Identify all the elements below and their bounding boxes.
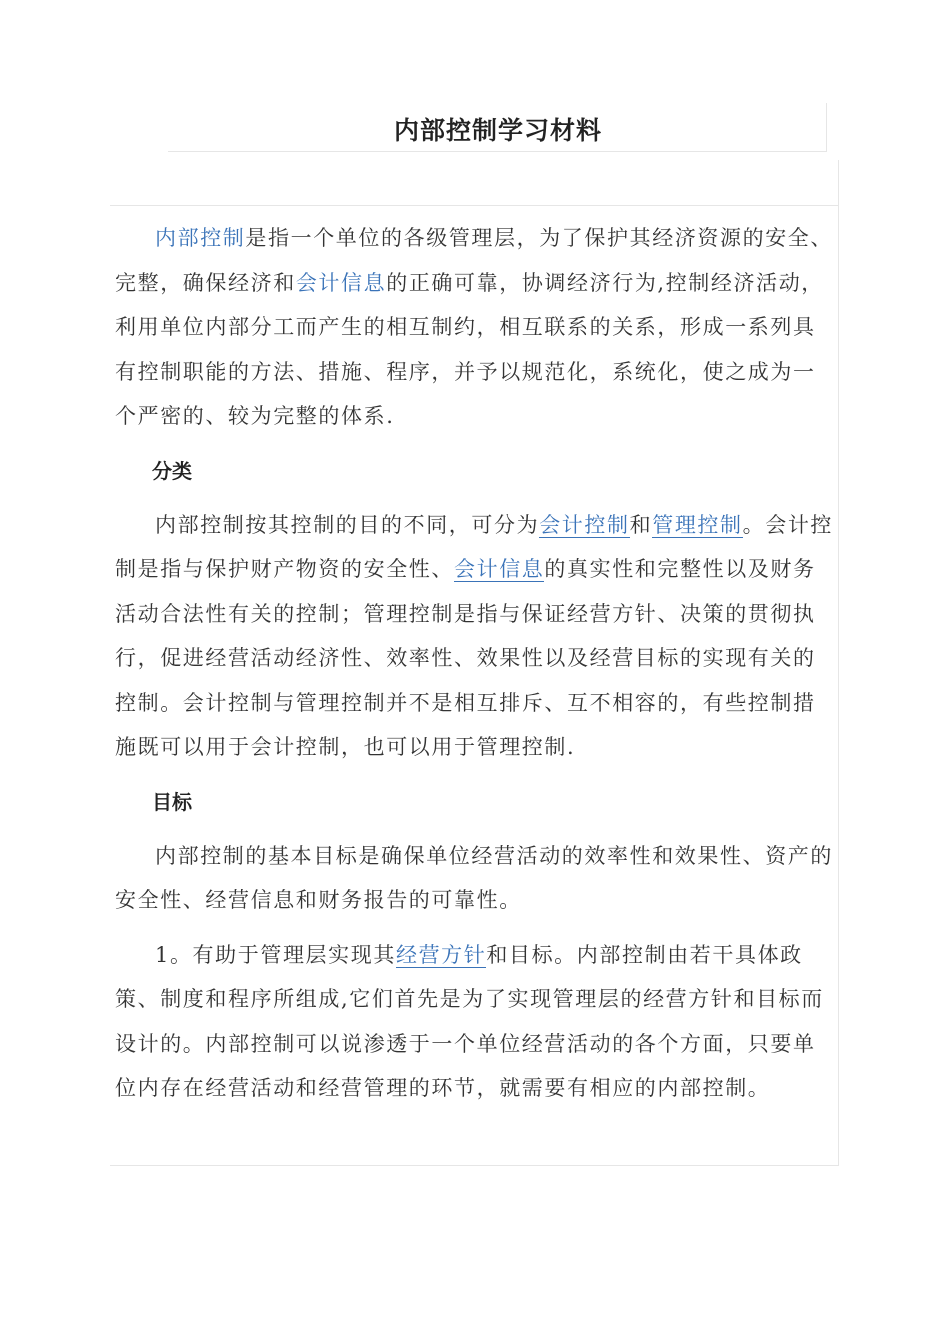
intro-text-2: 的正确可靠，协调经济行为,控制经济活动，利用单位内部分工而产生的相互制约，相互联系的关系，形成一系列具有控制职能的方法、措施、程序，并予以规范化，系统化，使之成为一个严密的、较为完整的体系. [115, 270, 824, 428]
intro-text-1: 是指一个单位的各级管理层，为了保护其经济资源的安全、完整，确保经济和 [115, 226, 834, 295]
accounting-info-link-2[interactable]: 会计信息 [454, 557, 545, 581]
classification-text-2: 和 [629, 512, 653, 537]
classification-text-3: 。会计控制是指与保护财产物资的安全性、 [115, 512, 834, 581]
accounting-info-link[interactable]: 会计信息 [295, 270, 387, 295]
goals-item-1-text-1: 1。有助于管理层实现其 [155, 942, 396, 967]
goals-item-1 [115, 933, 837, 1111]
title-box [168, 103, 827, 152]
management-control-link[interactable]: 管理控制 [652, 512, 743, 537]
content-top-divider [110, 205, 839, 206]
classification-text-1: 内部控制按其控制的目的不同，可分为 [155, 512, 540, 537]
page-title: 内部控制学习材料 [393, 116, 602, 145]
accounting-control-link[interactable]: 会计控制 [539, 512, 630, 537]
intro-paragraph [115, 216, 837, 439]
article-body [115, 216, 837, 1121]
goals-item-1-text-2: 和目标。内部控制由若干具体政策、制度和程序所组成,它们首先是为了实现管理层的经营方针和目标而设计的。内部控制可以说渗透于一个单位经营活动的各个方面，只要单位内存在经营活动和经营管理的环节，就需要有相应的内部控制。 [115, 942, 824, 1100]
business-policy-link[interactable]: 经营方针 [395, 942, 487, 967]
classification-heading: 分类 [152, 458, 192, 483]
internal-control-link[interactable]: 内部控制 [155, 226, 246, 250]
classification-text-4: 的真实性和完整性以及财务活动合法性有关的控制；管理控制是指与保证经营方针、决策的贯彻执行，促进经营活动经济性、效率性、效果性以及经营目标的实现有关的控制。会计控制与管理控制并不是相互排斥、互不相容的，有些控制措施既可以用于会计控制，也可以用于管理控制. [115, 557, 816, 759]
classification-paragraph [115, 503, 837, 770]
goals-paragraph: 内部控制的基本目标是确保单位经营活动的效率性和效果性、资产的安全性、经营信息和财务报告的可靠性。 [115, 843, 833, 912]
goals-heading: 目标 [152, 789, 192, 814]
